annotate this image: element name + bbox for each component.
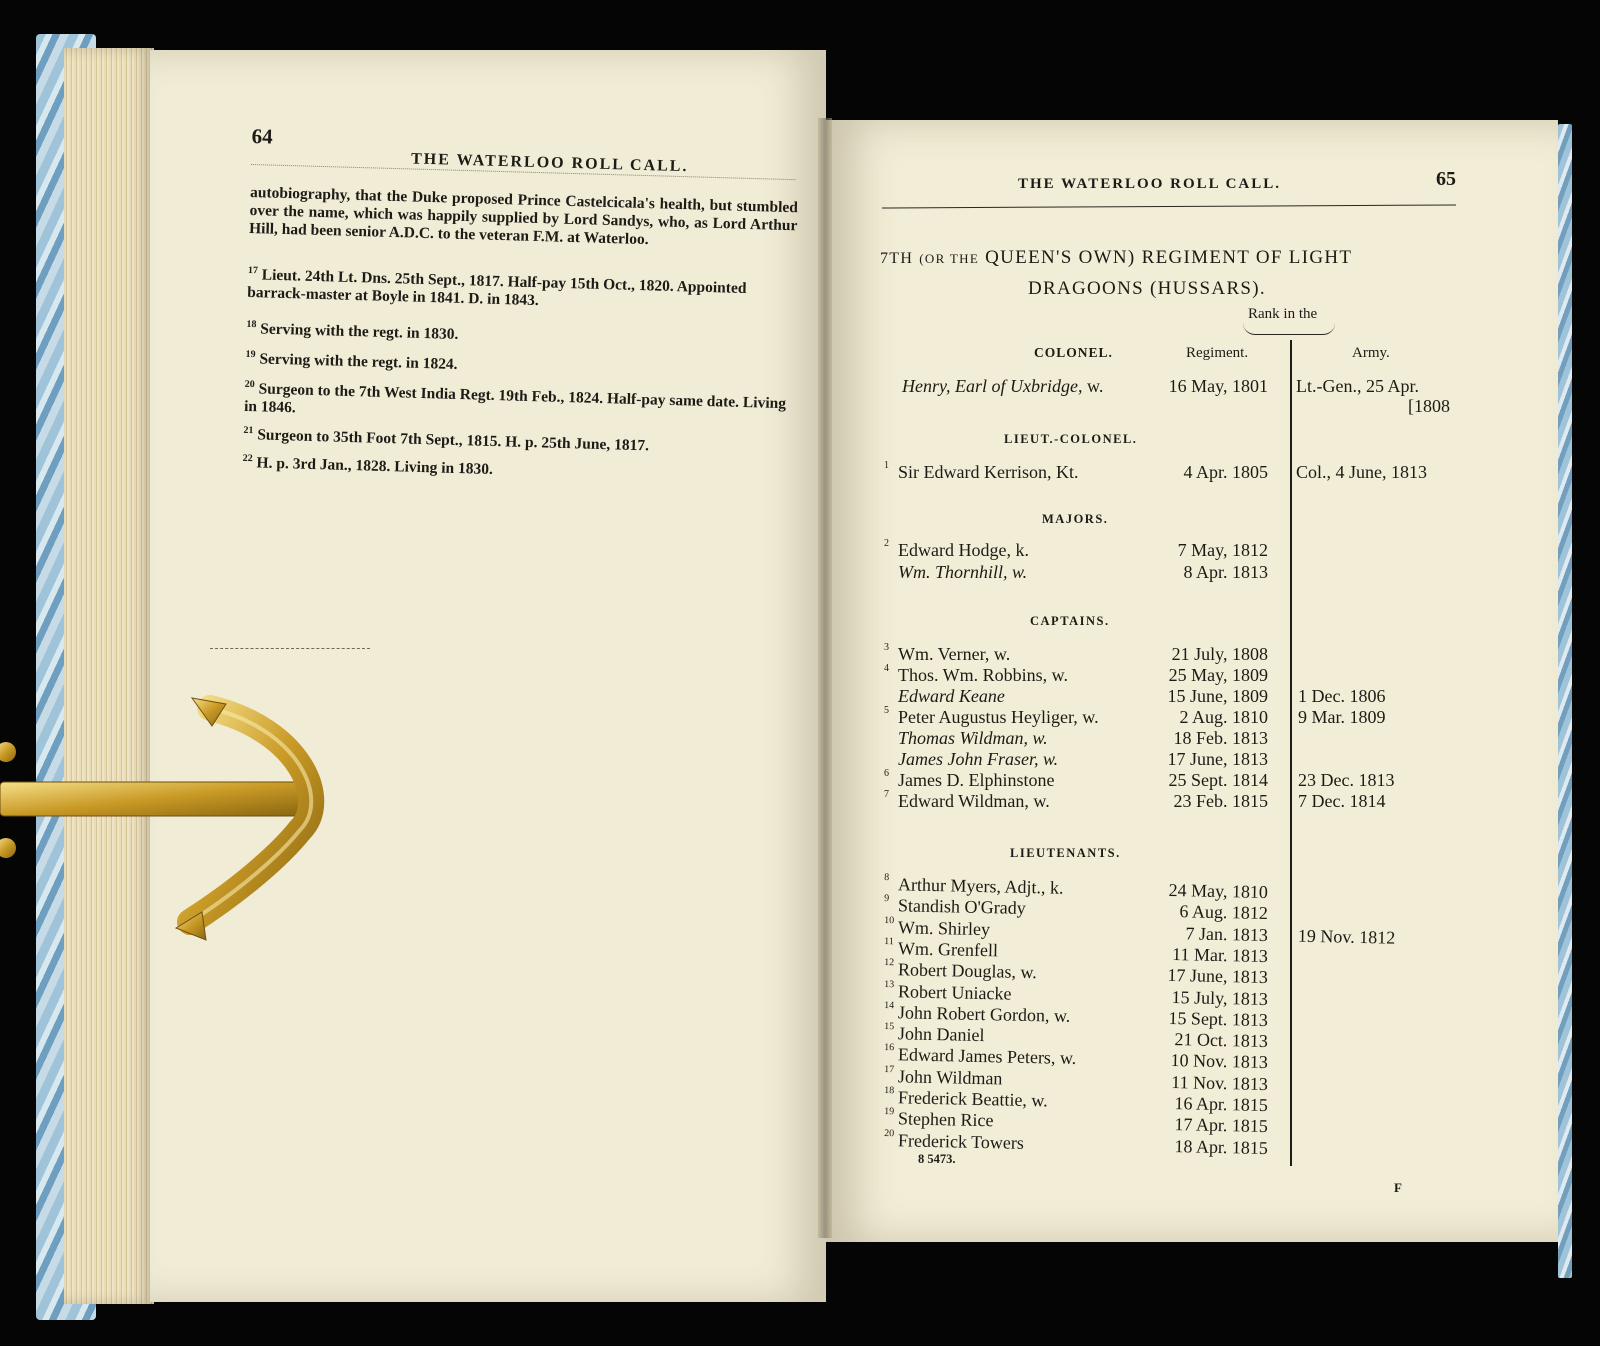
row-name: Edward Wildman, w. xyxy=(898,791,1050,811)
footnote-22: $^{22}$ H. p. 3rd Jan., 1828. Living in 1830. xyxy=(242,452,494,479)
footnote-18: $^{18}$ Serving with the regt. in 1830. xyxy=(246,318,459,343)
right-page-number: 65 xyxy=(1436,168,1456,190)
signature-mark: 8 5473. xyxy=(918,1152,956,1166)
row-note-number: 13 xyxy=(884,978,895,990)
row-note-number: 4 xyxy=(884,663,889,674)
row-name: James D. Elphinstone xyxy=(898,770,1055,790)
major-row xyxy=(884,540,1464,562)
row-note-number: 20 xyxy=(884,1127,895,1139)
row-regiment-date: 21 Oct. 1813 xyxy=(1174,1029,1269,1052)
captain-row xyxy=(884,791,1464,813)
row-regiment-date: 21 July, 1808 xyxy=(1171,644,1268,664)
row-regiment-date: 7 Jan. 1813 xyxy=(1185,922,1269,945)
major-row xyxy=(884,562,1464,584)
row-army-date: 1 Dec. 1806 xyxy=(1298,686,1386,706)
footnote-17: $^{17}$ Lieut. 24th Lt. Dns. 25th Sept., 1817. Half-pay 15th Oct., 1820. Appointed barrack-master at Boyle in 1841. D. in 1843. xyxy=(247,264,747,310)
row-name: Arthur Myers, Adjt., k. xyxy=(897,874,1064,898)
row-regiment-date: 17 Apr. 1815 xyxy=(1174,1114,1269,1137)
row-name: Wm. Grenfell xyxy=(897,938,999,961)
col-colonel: COLONEL. xyxy=(1034,345,1113,360)
row-name: Edward James Peters, w. xyxy=(897,1044,1077,1069)
section-lieutenants: LIEUTENANTS. xyxy=(1010,846,1121,860)
colonel-name: Henry, Earl of Uxbridge, xyxy=(902,376,1083,396)
row-note-number: 15 xyxy=(884,1021,895,1033)
footnote-21: $^{21}$ Surgeon to 35th Foot 7th Sept., 1815. H. p. 25th June, 1817. xyxy=(243,424,650,455)
row-name: Standish O'Grady xyxy=(897,895,1026,919)
row-note-number: 2 xyxy=(884,538,889,549)
rank-in-the-label: Rank in the xyxy=(1248,306,1318,322)
row-name: James John Fraser, w. xyxy=(898,749,1059,769)
row-regiment-date: 16 Apr. 1815 xyxy=(1174,1093,1269,1116)
row-regiment-date: 25 Sept. 1814 xyxy=(1168,770,1268,790)
row-army-date: 9 Mar. 1809 xyxy=(1298,707,1386,727)
col-regiment: Regiment. xyxy=(1186,345,1249,361)
colonel-army-year: [1808 xyxy=(1408,396,1450,416)
anchor-bookmark-icon xyxy=(0,690,340,950)
row-regiment-date: 11 Nov. 1813 xyxy=(1171,1071,1269,1094)
row-name: John Daniel xyxy=(897,1023,985,1046)
section-lt-colonel: LIEUT.-COLONEL. xyxy=(1004,432,1138,446)
row-note-number: 5 xyxy=(884,705,889,716)
colonel-regiment-date: 16 May, 1801 xyxy=(1168,376,1268,396)
row-regiment-date: 15 Sept. 1813 xyxy=(1168,1007,1269,1030)
colonel-suffix: w. xyxy=(1086,376,1104,396)
footnote-20: $^{20}$ Surgeon to the 7th West India Regt. 19th Feb., 1824. Half-pay same date. Living in 1846. xyxy=(243,378,787,417)
colonel-army-date: Lt.-Gen., 25 Apr. xyxy=(1296,376,1419,396)
row-regiment-date: 10 Nov. 1813 xyxy=(1170,1050,1269,1073)
row-note-number: 18 xyxy=(884,1085,895,1097)
row-regiment-date: 11 Mar. 1813 xyxy=(1171,943,1269,966)
row-note-number: 7 xyxy=(884,789,889,800)
row-note-number: 12 xyxy=(884,957,895,969)
captain-row xyxy=(884,644,1464,666)
section-majors: MAJORS. xyxy=(1042,512,1109,526)
row-name: Thomas Wildman, w. xyxy=(898,728,1048,748)
row-regiment-date: 15 June, 1809 xyxy=(1167,686,1268,706)
row-note-number: 3 xyxy=(884,642,889,653)
row-regiment-date: 18 Apr. 1815 xyxy=(1174,1135,1269,1158)
captain-row xyxy=(884,665,1464,687)
page-block-edges xyxy=(64,48,154,1304)
row-regiment-date: 6 Aug. 1812 xyxy=(1179,901,1269,924)
row-name: Peter Augustus Heyliger, w. xyxy=(898,707,1099,727)
row-note-number: 19 xyxy=(884,1106,895,1118)
row-name: Robert Douglas, w. xyxy=(897,959,1038,983)
row-name: Robert Uniacke xyxy=(897,980,1012,1004)
row-note-number: 10 xyxy=(884,914,895,926)
row-name: Edward Keane xyxy=(898,686,1005,706)
row-regiment-date: 17 June, 1813 xyxy=(1167,965,1269,988)
left-page-end-rule xyxy=(210,648,370,649)
title-small: (OR THE xyxy=(919,251,980,266)
lt-colonel-row: 1 Sir Edward Kerrison, Kt. 4 Apr. 1805 Col., 4 June, 1813 xyxy=(884,460,1428,482)
row-regiment-date: 23 Feb. 1815 xyxy=(1173,791,1268,811)
row-note-number: 16 xyxy=(884,1042,895,1054)
left-paragraph: autobiography, that the Duke proposed Prince Castelcicala's health, but stumbled over the name, which was happily supplied by Lord Sandys, who, as Lord Arthur Hill, had been senior A.D.C. to the veteran F.M. at Waterloo. xyxy=(248,183,799,249)
regiment-title-line1 xyxy=(880,247,1352,269)
row-regiment-date: 18 Feb. 1813 xyxy=(1173,728,1268,748)
title-prefix: 7TH xyxy=(880,250,914,267)
row-note-number: 8 xyxy=(884,872,890,884)
left-page-number: 64 xyxy=(251,124,273,149)
row-regiment-date: 2 Aug. 1810 xyxy=(1179,707,1268,727)
captain-row xyxy=(884,728,1464,750)
captain-row xyxy=(884,770,1464,792)
rank-brace xyxy=(1243,322,1335,335)
row-name: Edward Hodge, k. xyxy=(898,540,1029,560)
footnote-19: $^{19}$ Serving with the regt. in 1824. xyxy=(245,348,458,373)
row-name: Wm. Shirley xyxy=(897,916,991,939)
row-regiment-date: 7 May, 1812 xyxy=(1177,540,1268,560)
row-name: Thos. Wm. Robbins, w. xyxy=(898,665,1069,685)
captain-row xyxy=(884,707,1464,729)
book-cover-marbled-edge-right xyxy=(1558,124,1572,1278)
row-name: Frederick Beattie, w. xyxy=(897,1087,1048,1111)
lt-colonel-army-date: Col., 4 June, 1813 xyxy=(1296,462,1428,482)
row-regiment-date: 24 May, 1810 xyxy=(1168,879,1269,903)
row-note-number: 14 xyxy=(884,999,895,1012)
row-regiment-date: 8 Apr. 1813 xyxy=(1183,562,1268,582)
book-gutter xyxy=(818,118,832,1238)
row-name: Wm. Thornhill, w. xyxy=(898,562,1028,582)
row-regiment-date: 17 June, 1813 xyxy=(1167,749,1268,769)
row-regiment-date: 15 July, 1813 xyxy=(1171,986,1269,1009)
left-running-head: THE WATERLOO ROLL CALL. xyxy=(410,150,689,176)
row-name: Frederick Towers xyxy=(897,1129,1025,1153)
row-note-number: 11 xyxy=(884,935,894,948)
colonel-row xyxy=(884,376,1464,398)
captain-row xyxy=(884,686,1464,708)
regiment-title-line2: DRAGOONS (HUSSARS). xyxy=(1028,278,1266,299)
row-name: Wm. Verner, w. xyxy=(898,644,1011,664)
signature-letter: F xyxy=(1394,1180,1402,1195)
lt-colonel-regiment-date: 4 Apr. 1805 xyxy=(1183,462,1268,482)
row-note-number: 9 xyxy=(884,893,890,905)
row-note-number: 6 xyxy=(884,768,889,779)
title-rest: QUEEN'S OWN) REGIMENT OF LIGHT xyxy=(985,247,1353,268)
row-name: John Wildman xyxy=(897,1065,1003,1089)
section-captains: CAPTAINS. xyxy=(1030,614,1110,628)
row-name: John Robert Gordon, w. xyxy=(897,1002,1071,1026)
captain-row xyxy=(884,749,1464,771)
lt-colonel-name: Sir Edward Kerrison, Kt. xyxy=(898,462,1079,482)
row-army-date: 23 Dec. 1813 xyxy=(1298,770,1395,790)
row-name: Stephen Rice xyxy=(897,1108,994,1131)
row-army-date: 19 Nov. 1812 xyxy=(1297,925,1396,948)
row-regiment-date: 25 May, 1809 xyxy=(1168,665,1268,685)
row-note-number: 17 xyxy=(884,1063,895,1075)
col-army: Army. xyxy=(1352,345,1390,361)
right-running-head: THE WATERLOO ROLL CALL. xyxy=(1018,176,1282,192)
row-army-date: 7 Dec. 1814 xyxy=(1298,791,1386,811)
